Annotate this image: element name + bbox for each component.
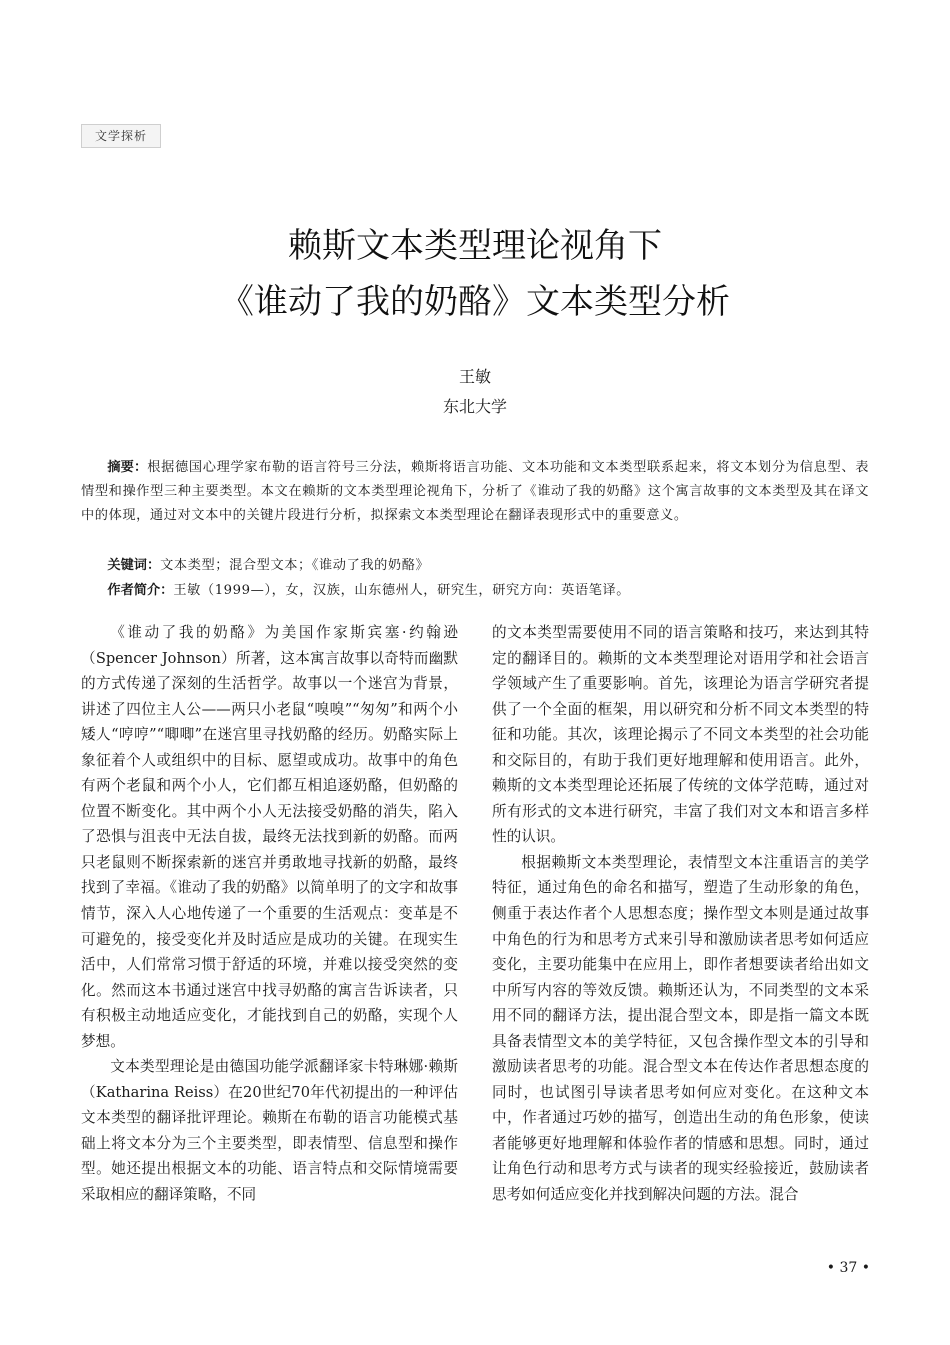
body-paragraph: 根据赖斯文本类型理论，表情型文本注重语言的美学特征，通过角色的命名和描写，塑造了生动形象的角色，侧重于表达作者个人思想态度；操作型文本则是通过故事中角色的行为和思考方式来引导和激励读者思考如何适应变化，主要功能集中在应用上，即作者想要读者给出如文中所写内容的等效反馈。赖斯还认为，不同类型的文本采用不同的翻译方法，提出混合型文本，即是指一篇文本既具备表情型文本的美学特征，又包含操作型文本的引导和激励读者思考的功能。混合型文本在传达作者思想态度的同时，也试图引导读者思考如何应对变化。在这种文本中，作者通过巧妙的描写，创造出生动的角色形象，使读者能够更好地理解和体验作者的情感和思想。同时，通过让角色行动和思考方式与读者的现实经验接近，鼓励读者思考如何适应变化并找到解决问题的方法。混合 xyxy=(492,853,869,1204)
abstract xyxy=(81,456,869,529)
body-paragraph: 文本类型理论是由德国功能学派翻译家卡特琳娜·赖斯（Katharina Reiss）在20世纪70年代初提出的一种评估文本类型的翻译批评理论。赖斯在布勒的语言功能模式基础上将文本分为三个主要类型，即表情型、信息型和操作型。她还提出根据文本的功能、语言特点和交际情境需要采取相应的翻译策略，不同 xyxy=(81,1058,458,1204)
author-affiliation: 东北大学 xyxy=(442,397,507,416)
keywords-text: 文本类型；混合型文本；《谁动了我的奶酪》 xyxy=(160,558,430,573)
article-title-line-2: 《谁动了我的奶酪》文本类型分析 xyxy=(220,282,730,322)
author-bio-label: 作者简介： xyxy=(107,583,174,598)
author-name: 王敏 xyxy=(458,367,491,386)
section-tag: 文学探析 xyxy=(81,124,161,148)
keywords xyxy=(81,554,869,578)
keywords-label: 关键词： xyxy=(107,558,161,573)
body-paragraph: 《谁动了我的奶酪》为美国作家斯宾塞·约翰逊（Spencer Johnson）所著，这本寓言故事以奇特而幽默的方式传递了深刻的生活哲学。故事以一个迷宫为背景，讲述了四位主人公——两只小老鼠“嗅嗅”“匆匆”和两个小矮人“哼哼”“唧唧”在迷宫里寻找奶酪的经历。奶酪实际上象征着个人或组织中的目标、愿望或成功。故事中的角色有两个老鼠和两个小人，它们都互相追逐奶酪，但奶酪的位置不断变化。其中两个小人无法接受奶酪的消失，陷入了恐惧与沮丧中无法自拔，最终无法找到新的奶酪。而两只老鼠则不断探索新的迷宫并勇敢地寻找新的奶酪，最终找到了幸福。《谁动了我的奶酪》以简单明了的文字和故事情节，深入人心地传递了一个重要的生活观点：变革是不可避免的，接受变化并及时适应是成功的关键。在现实生活中，人们常常习惯于舒适的环境，并难以接受突然的变化。然而这本书通过迷宫中找寻奶酪的寓言告诉读者，只有积极主动地适应变化，才能找到自己的奶酪，实现个人梦想。 xyxy=(81,624,458,1050)
abstract-text: 根据德国心理学家布勒的语言符号三分法，赖斯将语言功能、文本功能和文本类型联系起来，将文本划分为信息型、表情型和操作型三种主要类型。本文在赖斯的文本类型理论视角下，分析了《谁动了我的奶酪》这个寓言故事的文本类型及其在译文中的体现，通过对文本中的关键片段进行分析，拟探索文本类型理论在翻译表现形式中的重要意义。 xyxy=(81,460,870,524)
abstract-label: 摘要： xyxy=(107,460,148,475)
article-title-line-1: 赖斯文本类型理论视角下 xyxy=(288,226,662,266)
body-column-right xyxy=(492,620,869,1208)
author-bio-text: 王敏（1999—），女，汉族，山东德州人，研究生，研究方向：英语笔译。 xyxy=(173,583,631,598)
author-bio xyxy=(81,579,869,603)
body-paragraph-continued: 的文本类型需要使用不同的语言策略和技巧，来达到其特定的翻译目的。赖斯的文本类型理论对语用学和社会语言学领域产生了重要影响。首先，该理论为语言学研究者提供了一个全面的框架，用以研究和分析不同文本类型的特征和功能。其次，该理论揭示了不同文本类型的社会功能和交际目的，有助于我们更好地理解和使用语言。此外，赖斯的文本类型理论还拓展了传统的文体学范畴，通过对所有形式的文本进行研究，丰富了我们对文本和语言多样性的认识。 xyxy=(492,624,869,846)
page-number: • 37 • xyxy=(826,1260,870,1276)
body-column-left xyxy=(81,620,458,1208)
